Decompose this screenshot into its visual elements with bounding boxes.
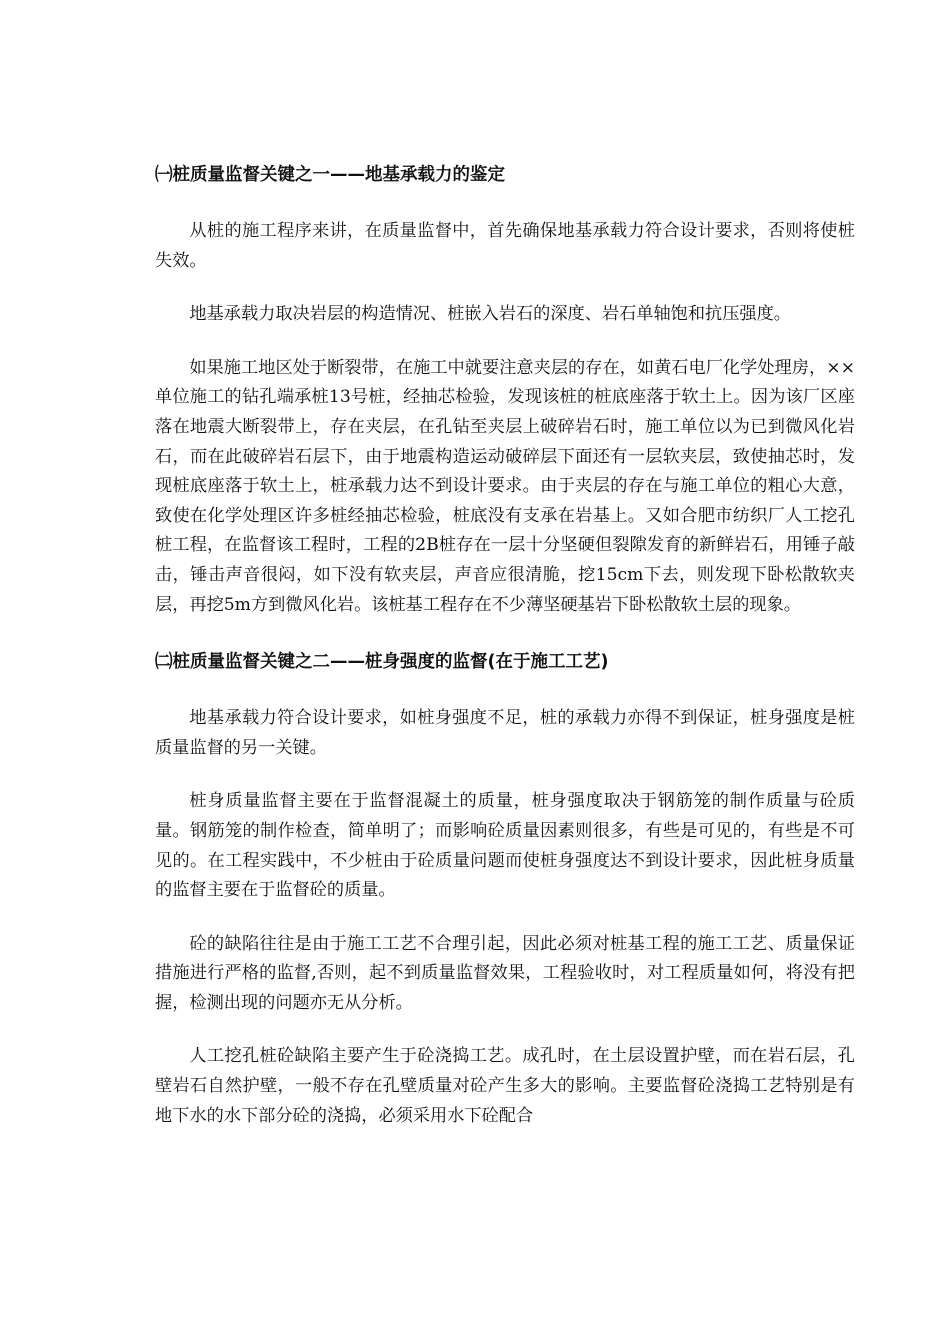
spacer (155, 677, 855, 704)
paragraph: 人工挖孔桩砼缺陷主要产生于砼浇捣工艺。成孔时，在土层设置护壁，而在岩石层，孔壁岩石自然护壁，一般不存在孔壁质量对砼产生多大的影响。主要监督砼浇捣工艺特别是有地下水的水下部分砼的浇捣，必须采用水下砼配合 (155, 1046, 855, 1126)
section-heading-2: ㈡桩质量监督关键之二——桩身强度的监督(在于施工工艺) (155, 652, 609, 673)
paragraph: 桩身质量监督主要在于监督混凝土的质量，桩身强度取决于钢筋笼的制作质量与砼质量。钢筋笼的制作检查，简单明了；而影响砼质量因素则很多，有些是可见的，有些是不可见的。在工程实践中，不少桩由于砼质量问题而使桩身强度达不到设计要求，因此桩身质量的监督主要在于监督砼的质量。 (155, 791, 855, 901)
paragraph: 从桩的施工程序来讲，在质量监督中，首先确保地基承载力符合设计要求，否则将使桩失效。 (155, 221, 855, 271)
document-body (155, 160, 855, 1131)
paragraph: 如果施工地区处于断裂带，在施工中就要注意夹层的存在，如黄石电厂化学处理房，××单位施工的钻孔端承桩13号桩，经抽芯检验，发现该桩的桩底座落于软土上。因为该厂区座落在地震大断裂带上，存在夹层，在孔钻至夹层上破碎岩石时，施工单位以为已到微风化岩石，而在此破碎岩石层下，由于地震构造运动破碎层下面还有一层软夹层，致使抽芯时，发现桩底座落于软土上，桩承载力达不到设计要求。由于夹层的存在与施工单位的粗心大意，致使在化学处理区许多桩经抽芯检验，桩底没有支承在岩基上。又如合肥市纺织厂人工挖孔桩工程，在监督该工程时，工程的2B桩存在一层十分坚硬但裂隙发育的新鲜岩石，用锤子敲击，锤击声音很闷，如下没有软夹层，声音应很清脆，挖15cm下去，则发现下卧松散软夹层，再挖5m方到微风化岩。该桩基工程存在不少薄坚硬基岩下卧松散软土层的现象。 (155, 357, 855, 615)
spacer (155, 276, 855, 300)
spacer (155, 620, 855, 647)
section-heading-1: ㈠桩质量监督关键之一——地基承载力的鉴定 (155, 165, 505, 185)
paragraph: 砼的缺陷往往是由于施工工艺不合理引起，因此必须对桩基工程的施工工艺、质量保证措施进行严格的监督,否则，起不到质量监督效果，工程验收时，对工程质量如何，将没有把握，检测出现的问题亦无从分析。 (155, 933, 855, 1013)
paragraph: 地基承载力符合设计要求，如桩身强度不足，桩的承载力亦得不到保证，桩身强度是桩质量监督的另一关键。 (155, 708, 855, 758)
spacer (155, 763, 855, 787)
spacer (155, 330, 855, 354)
spacer (155, 1018, 855, 1042)
spacer (155, 906, 855, 930)
spacer (155, 190, 855, 217)
paragraph: 地基承载力取决岩层的构造情况、桩嵌入岩石的深度、岩石单轴饱和抗压强度。 (189, 304, 791, 325)
